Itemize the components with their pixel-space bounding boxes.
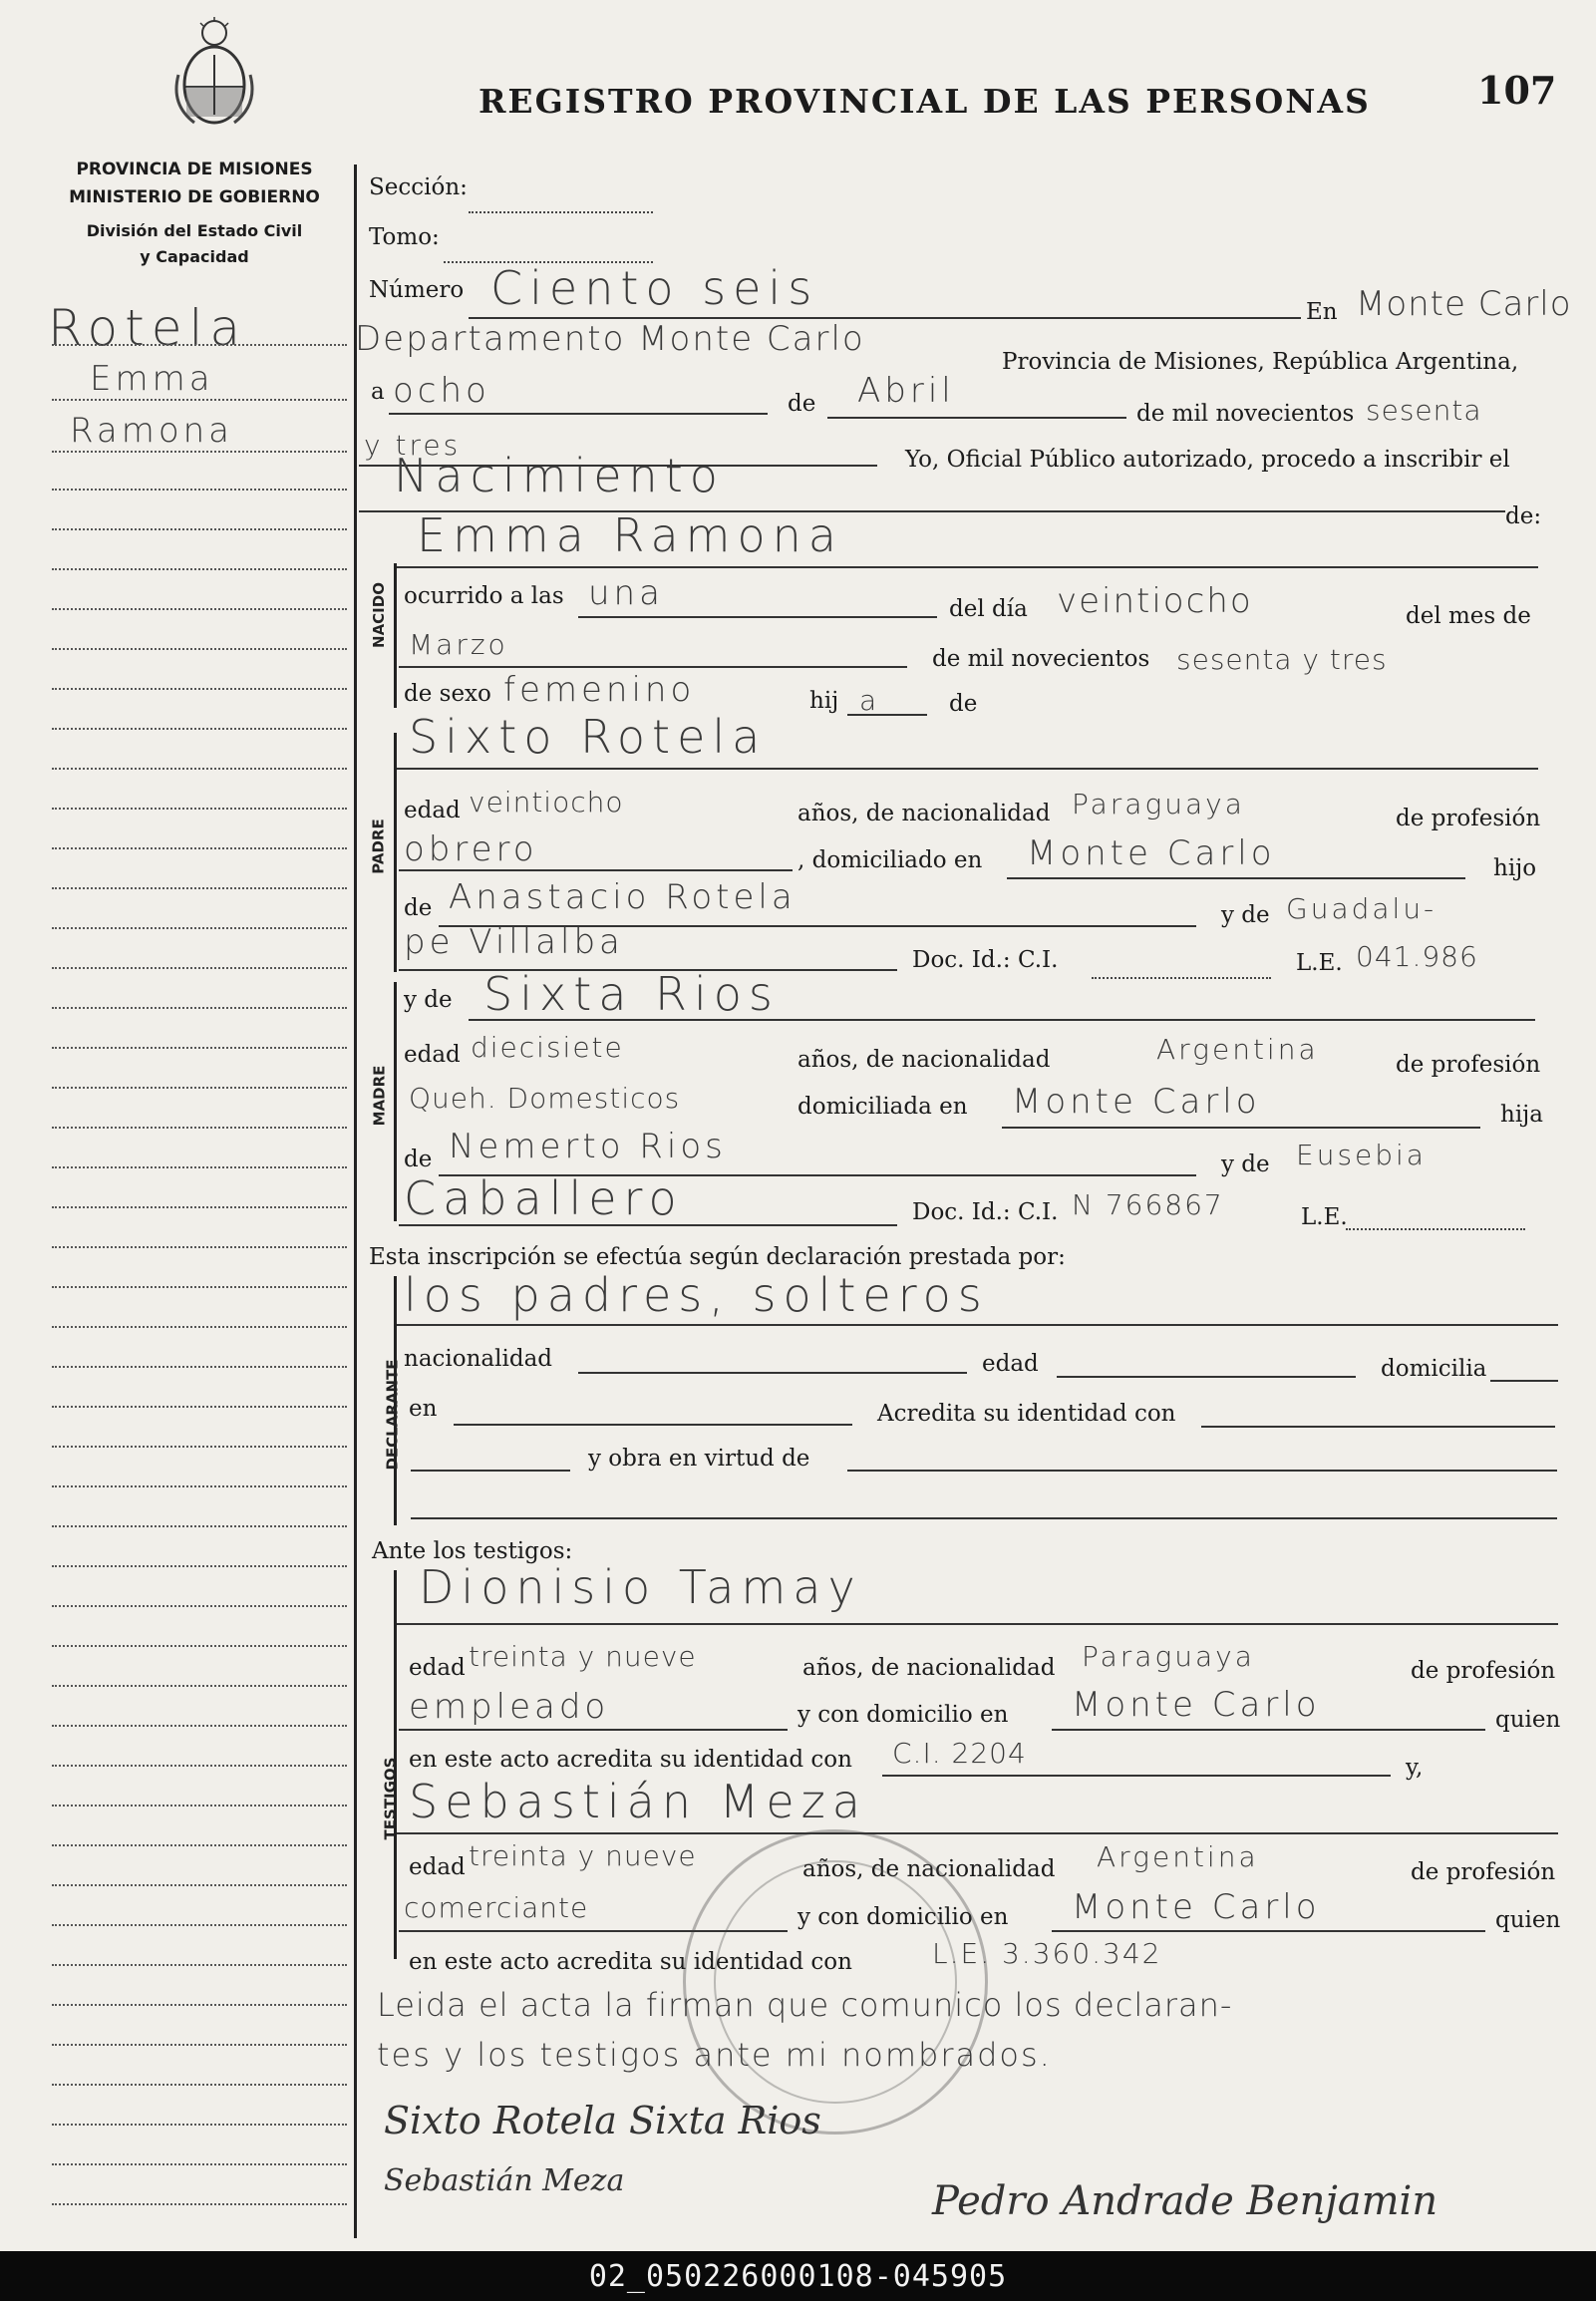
t1-nac-label: años, de nacionalidad (802, 1655, 1056, 1681)
provincia-label: Provincia de Misiones, República Argentina, (1002, 349, 1519, 375)
acto-value: Nacimiento (394, 449, 725, 502)
abuela-m-value-2: Caballero (404, 1171, 684, 1225)
dia-nac-value: veintiocho (1057, 581, 1253, 621)
madre-edad-label: edad (404, 1042, 461, 1068)
signature-parents: Sixto Rotela Sixta Rios (384, 2099, 821, 2142)
t1-quien-label: quien (1495, 1707, 1561, 1733)
division-heading: División del Estado Civil (86, 221, 303, 240)
hij-label: hij (809, 688, 839, 714)
padre-le-label: L.E. (1296, 950, 1343, 976)
de-colon-label: de: (1505, 503, 1542, 529)
t1-acredita-label: en este acto acredita su identidad con (409, 1747, 852, 1773)
de-label-2: de (949, 691, 978, 717)
declarante-nac-label: nacionalidad (404, 1346, 553, 1372)
padre-prof-value: obrero (404, 829, 538, 869)
madre-value: Sixta Rios (483, 967, 780, 1021)
de-label: de (788, 391, 816, 417)
ocurrido-label: ocurrido a las (404, 583, 564, 609)
declarantes-value: los padres, solteros (404, 1268, 989, 1322)
departamento-value: Departamento Monte Carlo (355, 319, 865, 359)
madre-prof-label: de profesión (1396, 1052, 1541, 1078)
sexo-value: femenino (503, 670, 696, 710)
padre-nac-value: Paraguaya (1072, 788, 1245, 821)
footer-bar (0, 2251, 1596, 2301)
en-value: Monte Carlo (1356, 284, 1572, 324)
main-border (354, 164, 357, 2238)
margin-name-1: Emma (90, 359, 214, 399)
t2-id-value: L.E. 3.360.342 (932, 1937, 1162, 1970)
tomo-label: Tomo: (369, 224, 440, 250)
padre-yde-label: y de (1221, 902, 1270, 928)
section-declarante: DECLARANTE (383, 1359, 402, 1471)
t1-dom-value: Monte Carlo (1072, 1685, 1321, 1725)
division-heading-2: y Capacidad (140, 247, 249, 266)
t2-quien-label: quien (1495, 1907, 1561, 1933)
numero-value: Ciento seis (490, 261, 819, 315)
madre-le-label: L.E. (1301, 1204, 1348, 1230)
padre-hijo-label: hijo (1493, 855, 1537, 881)
t1-edad-label: edad (409, 1655, 466, 1681)
margin-name-2: Ramona (70, 411, 234, 451)
de-mil-nov-label: de mil novecientos (932, 646, 1150, 672)
cierre-line-2: tes y los testigos ante mi nombrados. (377, 2036, 1052, 2074)
ano-value-2: y tres (364, 429, 462, 462)
t2-nac-label: años, de nacionalidad (802, 1856, 1056, 1882)
declaracion-label: Esta inscripción se efectúa según declaración prestada por: (369, 1244, 1066, 1270)
y-comma-label: y, (1406, 1755, 1424, 1781)
section-nacido: NACIDO (369, 582, 388, 648)
padre-edad-label: edad (404, 798, 461, 823)
madre-nac-label: años, de nacionalidad (798, 1047, 1051, 1073)
declarante-domicilia-label: domicilia (1381, 1356, 1487, 1382)
nombre-value: Emma Ramona (417, 508, 843, 562)
en-label: En (1306, 299, 1338, 325)
obra-label: y obra en virtud de (588, 1446, 810, 1472)
hora-value: una (588, 573, 664, 613)
ministry-heading: MINISTERIO DE GOBIERNO (69, 187, 320, 207)
declarante-en-label: en (409, 1396, 438, 1422)
madre-yde2-label: y de (1221, 1151, 1270, 1177)
padre-le-value: 041.986 (1356, 940, 1478, 973)
t2-dom-value: Monte Carlo (1072, 1887, 1321, 1927)
official-stamp (683, 1829, 988, 2135)
madre-de-label: de (404, 1147, 433, 1172)
madre-dom-value: Monte Carlo (1012, 1082, 1261, 1122)
t1-id-value: C.I. 2204 (892, 1737, 1027, 1770)
yo-oficial-label: Yo, Oficial Público autorizado, procedo a inscribir el (905, 447, 1510, 473)
testigo1-value: Dionisio Tamay (419, 1560, 862, 1614)
abuela-m-value-1: Eusebia (1296, 1139, 1427, 1171)
document-title: REGISTRO PROVINCIAL DE LAS PERSONAS (479, 82, 1371, 121)
signature-witness: Sebastián Meza (384, 2163, 625, 2198)
seccion-line (469, 211, 653, 213)
ano-value-1: sesenta (1366, 394, 1482, 427)
del-mes-label: del mes de (1406, 603, 1531, 629)
dia-value: ocho (393, 371, 490, 411)
madre-prof-value: Queh. Domesticos (409, 1082, 681, 1115)
t1-nac-value: Paraguaya (1082, 1640, 1255, 1673)
t1-dom-label: y con domicilio en (798, 1702, 1009, 1728)
abuela-p-value-1: Guadalu- (1286, 892, 1437, 925)
hij-suffix-value: a (859, 684, 880, 717)
declarante-edad-label: edad (982, 1351, 1039, 1377)
padre-prof-label: de profesión (1396, 806, 1541, 831)
mes-value: Abril (857, 371, 955, 411)
sexo-label: de sexo (404, 681, 491, 707)
signature-official: Pedro Andrade Benjamin (932, 2178, 1438, 2224)
page-number: 107 (1477, 68, 1557, 113)
abuelo-p-value: Anastacio Rotela (449, 877, 797, 917)
padre-dom-value: Monte Carlo (1027, 833, 1276, 873)
del-dia-label: del día (949, 596, 1028, 622)
cierre-line-1: Leida el acta la firman que comunico los declaran- (377, 1986, 1233, 2024)
coat-of-arms-icon (164, 15, 264, 135)
padre-doc-label: Doc. Id.: C.I. (912, 947, 1059, 973)
section-padre: PADRE (369, 819, 388, 874)
numero-label: Número (369, 277, 465, 303)
t2-edad-label: edad (409, 1854, 466, 1880)
t1-prof-value: empleado (409, 1687, 610, 1727)
de-mil-label: de mil novecientos (1136, 401, 1355, 427)
padre-value: Sixto Rotela (409, 710, 768, 764)
a-label: a (371, 379, 385, 405)
seccion-label: Sección: (369, 174, 468, 200)
margin-surname: Rotela (48, 299, 247, 357)
section-testigos: TESTIGOS (381, 1757, 400, 1840)
testigos-label: Ante los testigos: (372, 1538, 573, 1564)
padre-dom-label: , domiciliado en (798, 847, 983, 873)
t2-dom-label: y con domicilio en (798, 1904, 1009, 1930)
madre-yde-label: y de (404, 987, 453, 1013)
madre-edad-value: diecisiete (471, 1031, 624, 1064)
abuelo-m-value: Nemerto Rios (449, 1127, 727, 1166)
madre-nac-value: Argentina (1156, 1033, 1319, 1066)
testigo2-value: Sebastián Meza (409, 1775, 867, 1828)
footer-code: 02_050226000108-045905 (588, 2258, 1008, 2294)
section-madre: MADRE (370, 1065, 389, 1127)
madre-ci-value: N 766867 (1072, 1188, 1224, 1221)
t2-nac-value: Argentina (1097, 1840, 1259, 1873)
abuela-p-value-2: pe Villalba (404, 922, 624, 962)
t1-edad-value: treinta y nueve (469, 1640, 697, 1673)
t2-prof-value: comerciante (404, 1891, 589, 1924)
t2-prof-label: de profesión (1411, 1859, 1556, 1885)
padre-edad-value: veintiocho (469, 786, 624, 819)
province-heading: PROVINCIA DE MISIONES (76, 160, 313, 179)
madre-dom-label: domiciliada en (798, 1094, 968, 1120)
t2-edad-value: treinta y nueve (469, 1839, 697, 1872)
mes-nac-value: Marzo (409, 628, 508, 661)
padre-de-label: de (404, 895, 433, 921)
madre-hija-label: hija (1500, 1102, 1544, 1128)
ano-nac-value: sesenta y tres (1176, 643, 1388, 676)
madre-doc-label: Doc. Id.: C.I. (912, 1199, 1059, 1225)
padre-nac-label: años, de nacionalidad (798, 801, 1051, 826)
acredita-label: Acredita su identidad con (877, 1401, 1176, 1427)
t1-prof-label: de profesión (1411, 1658, 1556, 1684)
t2-acredita-label: en este acto acredita su identidad con (409, 1949, 852, 1975)
